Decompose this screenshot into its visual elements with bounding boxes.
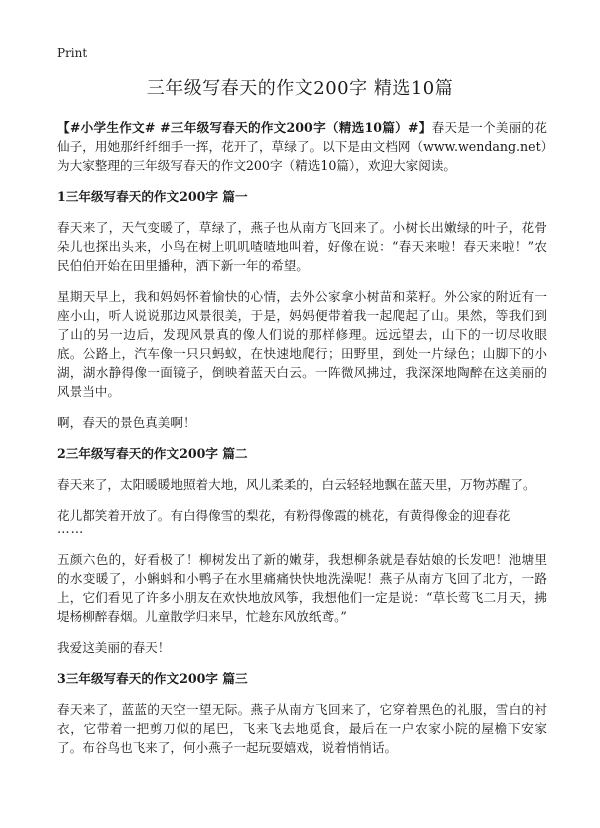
intro-paragraph: [57, 118, 547, 175]
intro-text-2: ）为大家整理的三年级写春天的作文200字（精选10篇），欢迎大家阅读。: [57, 139, 548, 173]
intro-tags: 【#小学生作文# #三年级写春天的作文200字（精选10篇）#】: [57, 120, 432, 135]
section-2-paragraph-2: 花儿都笑着开放了。有白得像雪的梨花，有粉得像霞的桃花，有黄得像金的迎春花: [57, 508, 511, 523]
section-2-ellipsis: ……: [57, 521, 85, 536]
section-heading-2: 2三年级写春天的作文200字 篇二: [57, 446, 248, 461]
site-link[interactable]: www.wendang.net: [423, 139, 541, 154]
section-heading-3: 3三年级写春天的作文200字 篇三: [57, 671, 248, 686]
page-title: 三年级写春天的作文200字 精选10篇: [146, 78, 454, 99]
section-2-paragraph-1: 春天来了，太阳暖暖地照着大地，风儿柔柔的，白云轻轻地飘在蓝天里，万物苏醒了。: [57, 477, 536, 492]
section-2-paragraph-4: 我爱这美丽的春天！: [57, 640, 171, 655]
intro-text-1: 春天是一个美丽的花仙子，用她那纤纤细手一挥，花开了，草绿了。以下是由文档网（: [57, 120, 547, 154]
section-3-paragraph-1: 春天来了，蓝蓝的天空一望无际。燕子从南方飞回来了，它穿着黑色的礼服，雪白的衬衣，它带着一把剪刀似的尾巴，飞来飞去地觅食，最后在一户农家小院的屋檐下安家了。布谷鸟也飞来了，何小燕子一起玩耍嬉戏，说着悄悄话。: [57, 702, 547, 755]
article-body: [57, 118, 547, 769]
print-link[interactable]: Print: [57, 46, 88, 60]
section-1-paragraph-2: 星期天早上，我和妈妈怀着愉快的心情，去外公家拿小树苗和菜籽。外公家的附近有一座小山，听人说说那边风景很美，于是，妈妈便带着我一起爬起了山。果然，等我们到了山的另一边后，发现风景真的像人们说的那样修理。远远望去，山下的一切尽收眼底。公路上，汽车像一只只蚂蚁，在快速地爬行；田野里，到处一片绿色；山脚下的小湖，湖水静得像一面镜子，倒映着蓝天白云。一阵微风拂过，我深深地陶醉在这美丽的风景当中。: [57, 289, 547, 399]
section-1-paragraph-3: 啊，春天的景色真美啊！: [57, 415, 196, 430]
section-2-paragraph-3: 五颜六色的，好看极了！柳树发出了新的嫩芽，我想柳条就是春姑娘的长发吧！池塘里的水变暖了，小蝌蚪和小鸭子在水里痛痛快快地洗澡呢！燕子从南方飞回了北方，一路上，它们看见了许多小朋友在欢快地放风筝，我想他们一定是说：“草长莺飞二月天，拂堤杨柳醉春烟。儿童散学归来早，忙趁东风放纸鸢。”: [57, 552, 547, 624]
section-heading-1: 1三年级写春天的作文200字 篇一: [57, 189, 248, 204]
section-1-paragraph-1: 春天来了，天气变暖了，草绿了，燕子也从南方飞回来了。小树长出嫩绿的叶子，花骨朵儿也探出头来，小鸟在树上叽叽喳喳地叫着，好像在说：“春天来啦！春天来啦！”农民伯伯开始在田里播种，洒下新一年的希望。: [57, 220, 547, 273]
